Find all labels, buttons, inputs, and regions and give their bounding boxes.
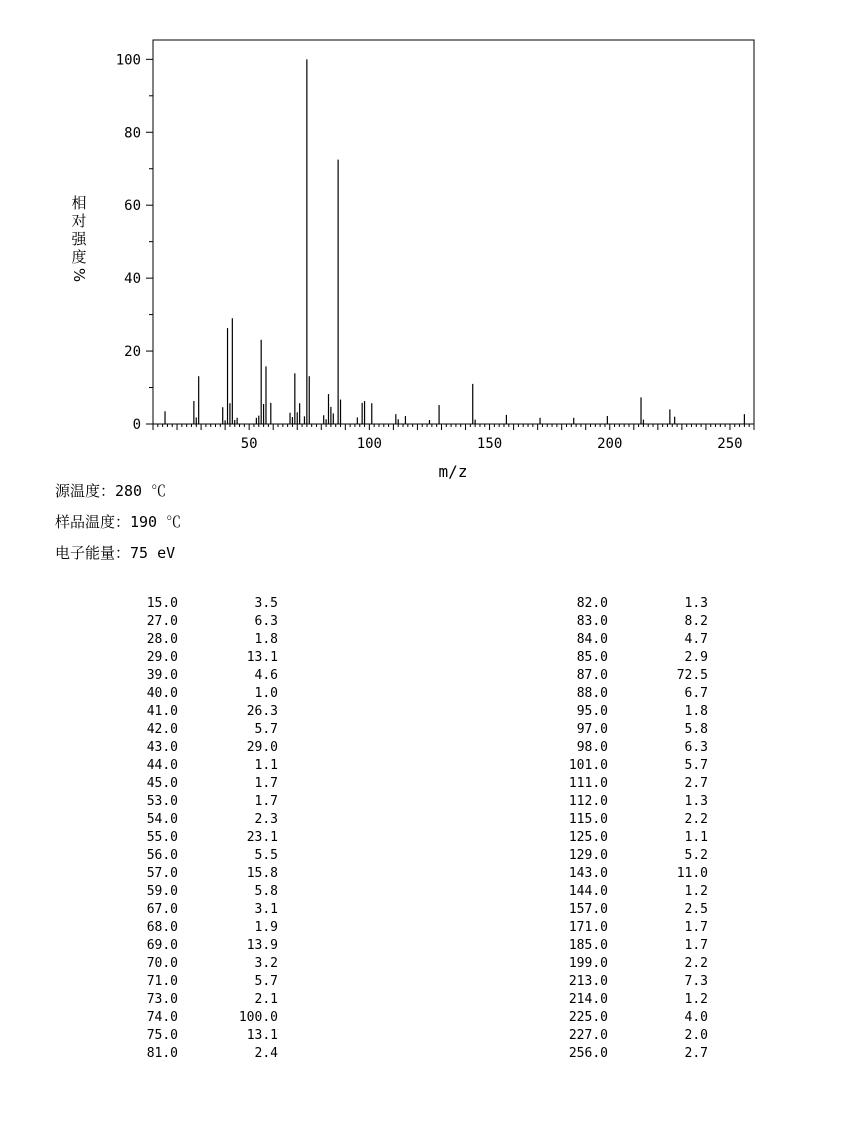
table-row [120,919,290,937]
mz-value: 28.0 [146,632,178,647]
mz-value: 40.0 [146,686,178,701]
abundance-value: 2.5 [684,902,708,917]
y-axis-label-char: % [70,267,88,283]
abundance-value: 2.4 [254,1046,278,1061]
abundance-value: 2.2 [684,956,708,971]
abundance-value: 5.7 [254,974,278,989]
mz-value: 67.0 [146,902,178,917]
x-axis-label: m/z [438,462,468,481]
abundance-value: 1.8 [254,632,278,647]
peak-bars [165,59,744,424]
mz-value: 56.0 [146,848,178,863]
table-row [550,883,720,901]
table-row [550,991,720,1009]
table-row [550,703,720,721]
table-row [120,865,290,883]
mz-value: 125.0 [568,830,608,845]
mz-value: 98.0 [576,740,608,755]
abundance-value: 7.3 [684,974,708,989]
x-tick-label: 250 [717,436,743,452]
abundance-value: 1.7 [254,794,278,809]
abundance-value: 3.1 [254,902,278,917]
table-row [550,649,720,667]
y-tick-label: 80 [124,125,141,142]
mz-value: 73.0 [146,992,178,1007]
abundance-value: 5.5 [254,848,278,863]
abundance-value: 26.3 [246,704,278,719]
table-row [120,937,290,955]
mz-value: 83.0 [576,614,608,629]
mass-spectrum-chart [0,0,848,490]
mz-value: 101.0 [568,758,608,773]
table-row [550,847,720,865]
table-row [120,1045,290,1063]
abundance-value: 2.3 [254,812,278,827]
mz-value: 59.0 [146,884,178,899]
abundance-value: 1.9 [254,920,278,935]
table-row [120,811,290,829]
mz-value: 144.0 [568,884,608,899]
table-row [120,685,290,703]
table-row [120,883,290,901]
table-row [550,1045,720,1063]
abundance-value: 2.0 [684,1028,708,1043]
abundance-value: 1.1 [684,830,708,845]
table-row [550,955,720,973]
table-row [120,901,290,919]
abundance-value: 13.1 [246,1028,278,1043]
mz-value: 43.0 [146,740,178,755]
sample-temp: 样品温度：190 ℃ [55,513,182,531]
abundance-value: 1.7 [684,920,708,935]
mz-value: 53.0 [146,794,178,809]
mz-value: 27.0 [146,614,178,629]
mz-value: 70.0 [146,956,178,971]
abundance-value: 6.3 [254,614,278,629]
mz-value: 112.0 [568,794,608,809]
abundance-value: 5.8 [684,722,708,737]
abundance-value: 4.0 [684,1010,708,1025]
abundance-value: 23.1 [246,830,278,845]
y-axis-label-text [70,194,88,284]
abundance-value: 5.8 [254,884,278,899]
x-tick-label: 200 [597,436,623,452]
table-row [120,667,290,685]
table-row [550,919,720,937]
mz-value: 225.0 [568,1010,608,1025]
mz-value: 44.0 [146,758,178,773]
abundance-value: 1.7 [254,776,278,791]
abundance-value: 1.2 [684,884,708,899]
table-row [120,829,290,847]
table-row [550,811,720,829]
table-row [120,847,290,865]
table-row [550,631,720,649]
abundance-value: 6.7 [684,686,708,701]
table-row [120,613,290,631]
abundance-value: 4.7 [684,632,708,647]
x-axis [153,424,754,452]
table-row [120,649,290,667]
abundance-value: 1.1 [254,758,278,773]
table-row [120,757,290,775]
abundance-value: 13.9 [246,938,278,953]
table-row [550,1027,720,1045]
mz-value: 256.0 [568,1046,608,1061]
abundance-value: 13.1 [246,650,278,665]
x-tick-label: 150 [476,436,503,452]
table-row [550,775,720,793]
mz-value: 45.0 [146,776,178,791]
electron-energy: 电子能量：75 eV [55,544,176,562]
peak-table-left [120,595,290,1063]
abundance-value: 5.7 [684,758,708,773]
abundance-value: 4.6 [254,668,278,683]
abundance-value: 8.2 [684,614,708,629]
table-row [550,613,720,631]
y-tick-label: 100 [115,52,141,69]
abundance-value: 2.7 [684,776,708,791]
table-row [550,721,720,739]
mz-value: 82.0 [576,596,608,611]
mz-value: 57.0 [146,866,178,881]
table-row [550,757,720,775]
plot-frame [153,40,754,424]
mz-value: 95.0 [576,704,608,719]
table-row [550,937,720,955]
table-row [550,667,720,685]
mz-value: 143.0 [568,866,608,881]
mz-value: 29.0 [146,650,178,665]
mz-value: 81.0 [146,1046,178,1061]
abundance-value: 29.0 [246,740,278,755]
mz-value: 74.0 [146,1010,178,1025]
table-row [550,829,720,847]
abundance-value: 1.2 [684,992,708,1007]
source-temp: 源温度：280 ℃ [55,482,167,500]
table-row [550,685,720,703]
mz-value: 75.0 [146,1028,178,1043]
mz-value: 171.0 [568,920,608,935]
y-axis-label [70,194,88,284]
y-axis-label-char: 强 [71,230,87,248]
abundance-value: 2.7 [684,1046,708,1061]
mz-value: 68.0 [146,920,178,935]
mz-value: 185.0 [568,938,608,953]
mz-value: 97.0 [576,722,608,737]
abundance-value: 6.3 [684,740,708,755]
table-row [120,703,290,721]
table-row [120,775,290,793]
mz-value: 157.0 [568,902,608,917]
mz-value: 199.0 [568,956,608,971]
mz-value: 115.0 [568,812,608,827]
abundance-value: 1.3 [684,596,708,611]
table-row [120,631,290,649]
mz-value: 55.0 [146,830,178,845]
table-row [120,793,290,811]
abundance-value: 2.2 [684,812,708,827]
y-axis [116,52,153,433]
abundance-value: 11.0 [676,866,708,881]
table-row [550,973,720,991]
y-tick-label: 40 [124,271,141,288]
mz-value: 227.0 [568,1028,608,1043]
mz-value: 214.0 [568,992,608,1007]
abundance-value: 72.5 [676,668,708,683]
y-tick-label: 60 [124,198,141,215]
abundance-value: 1.3 [684,794,708,809]
y-axis-label-char: 度 [71,248,87,266]
mz-value: 69.0 [146,938,178,953]
y-tick-label: 20 [124,344,141,361]
mz-value: 71.0 [146,974,178,989]
mz-value: 54.0 [146,812,178,827]
mz-value: 42.0 [146,722,178,737]
table-row [120,721,290,739]
y-tick-label: 0 [132,417,141,433]
x-tick-label: 100 [356,436,383,452]
mz-value: 85.0 [576,650,608,665]
table-row [550,793,720,811]
table-row [120,595,290,613]
mz-value: 41.0 [146,704,178,719]
mz-value: 15.0 [146,596,178,611]
mz-value: 88.0 [576,686,608,701]
abundance-value: 2.9 [684,650,708,665]
abundance-value: 1.8 [684,704,708,719]
table-row [120,1009,290,1027]
mz-value: 111.0 [568,776,608,791]
mz-value: 213.0 [568,974,608,989]
table-row [550,901,720,919]
table-row [120,1027,290,1045]
abundance-value: 2.1 [254,992,278,1007]
abundance-value: 1.7 [684,938,708,953]
table-row [550,739,720,757]
peak-table-right [550,595,720,1063]
abundance-value: 5.2 [684,848,708,863]
table-row [550,1009,720,1027]
abundance-value: 5.7 [254,722,278,737]
table-row [120,955,290,973]
x-tick-label: 50 [240,436,258,452]
abundance-value: 1.0 [254,686,278,701]
abundance-value: 15.8 [246,866,278,881]
table-row [120,991,290,1009]
table-row [120,973,290,991]
mz-value: 39.0 [146,668,178,683]
y-axis-label-char: 对 [71,212,87,230]
abundance-value: 3.2 [254,956,278,971]
y-axis-label-char: 相 [71,194,87,212]
mz-value: 84.0 [576,632,608,647]
abundance-value: 100.0 [238,1010,278,1025]
mz-value: 87.0 [576,668,608,683]
table-row [550,865,720,883]
table-row [120,739,290,757]
abundance-value: 3.5 [254,596,278,611]
mz-value: 129.0 [568,848,608,863]
table-row [550,595,720,613]
